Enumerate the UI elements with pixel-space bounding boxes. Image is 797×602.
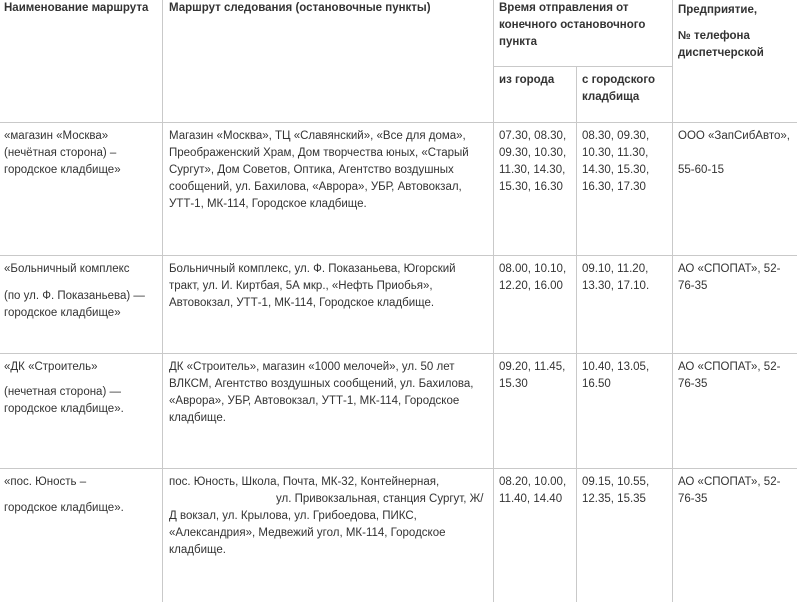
route-name-4-line-1: «пос. Юность – xyxy=(4,476,87,488)
col-divider-1 xyxy=(162,0,163,602)
route-name-3-line-2: (нечетная сторона) — городское кладбище». xyxy=(4,386,124,415)
company-1 xyxy=(678,128,790,179)
header-route-path: Маршрут следования (остановочные пункты) xyxy=(169,2,431,14)
col-divider-3 xyxy=(576,66,577,602)
col-divider-4 xyxy=(672,0,673,602)
route-name-2 xyxy=(4,261,162,322)
header-company-phone: № телефона диспетчерской xyxy=(678,30,764,59)
header-bottom-divider xyxy=(0,122,797,123)
route-path-4-first-line: пос. Юность, Школа, Почта, МК-32, Контейнерная, xyxy=(169,476,440,488)
route-name-3-line-1: «ДК «Строитель» xyxy=(4,361,98,373)
from-city-times-1: 07.30, 08.30, 09.30, 10.30, 11.30, 14.30, 15.30, 16.30 xyxy=(499,130,567,193)
route-name-1-line-1: «магазин «Москва» (нечётная сторона) – городское кладбище» xyxy=(4,130,121,176)
row-divider-2 xyxy=(0,353,797,354)
route-path-1: Магазин «Москва», ТЦ «Славянский», «Все для дома», Преображенский Храм, Дом творчества юных, «Старый Сургут», Дом Советов, Оптика, Агентство воздушных сообщений, ул. Бахилова, «Аврора», УБР, Автовокзал, УТТ-1, МК-114, Городское кладбище. xyxy=(169,130,469,210)
header-from-cemetery: с городского кладбища xyxy=(582,74,655,103)
from-cemetery-times-1: 08.30, 09.30, 10.30, 11.30, 14.30, 15.30, 16.30, 17.30 xyxy=(582,130,650,193)
route-name-2-line-1: «Больничный комплекс xyxy=(4,263,130,275)
header-company xyxy=(678,2,790,62)
route-name-2-line-2: (по ул. Ф. Показаньева) — городское кладбище» xyxy=(4,290,145,319)
company-4: АО «СПОПАТ», 52-76-35 xyxy=(678,476,781,505)
route-path-2: Больничный комплекс, ул. Ф. Показаньева, Югорский тракт, ул. И. Киртбая, 5А мкр., «Нефть Приобья», Автовокзал, УТТ-1, МК-114, Городское кладбище. xyxy=(169,263,456,309)
header-departure-time: Время отправления от конечного остановочного пункта xyxy=(499,2,646,48)
route-name-1 xyxy=(4,128,154,179)
from-cemetery-times-2: 09.10, 11.20, 13.30, 17.10. xyxy=(582,263,650,292)
company-1-name: ООО «ЗапСибАвто», xyxy=(678,130,790,142)
company-3: АО «СПОПАТ», 52-76-35 xyxy=(678,361,781,390)
header-route-name: Наименование маршрута xyxy=(4,2,149,14)
from-city-times-4: 08.20, 10.00, 11.40, 14.40 xyxy=(499,476,567,505)
route-path-4-rest: ул. Привокзальная, станция Сургут, Ж/Д вокзал, ул. Крылова, ул. Грибоедова, ПИКС, «Александрия», Медвежий угол, МК-114, Городское кладбище. xyxy=(169,493,484,556)
route-name-3 xyxy=(4,359,154,418)
route-path-4 xyxy=(169,474,487,559)
from-city-times-2: 08.00, 10.10, 12.20, 16.00 xyxy=(499,263,567,292)
route-name-4-line-2: городское кладбище». xyxy=(4,502,124,514)
company-2: АО «СПОПАТ», 52-76-35 xyxy=(678,263,781,292)
header-from-city: из города xyxy=(499,74,555,86)
row-divider-3 xyxy=(0,468,797,469)
subheader-divider xyxy=(493,66,672,67)
header-company-title: Предприятие, xyxy=(678,4,758,16)
col-divider-2 xyxy=(493,0,494,602)
from-city-times-3: 09.20, 11.45, 15.30 xyxy=(499,361,566,390)
row-divider-1 xyxy=(0,255,797,256)
route-path-3: ДК «Строитель», магазин «1000 мелочей», ул. 50 лет ВЛКСМ, Агентство воздушных сообщений, ул. Бахилова, «Аврора», УБР, Автовокзал, УТТ-1, МК-114, Городское кладбище. xyxy=(169,361,474,424)
route-name-4 xyxy=(4,474,154,517)
from-cemetery-times-3: 10.40, 13.05, 16.50 xyxy=(582,361,650,390)
company-1-phone: 55-60-15 xyxy=(678,164,725,176)
from-cemetery-times-4: 09.15, 10.55, 12.35, 15.35 xyxy=(582,476,650,505)
